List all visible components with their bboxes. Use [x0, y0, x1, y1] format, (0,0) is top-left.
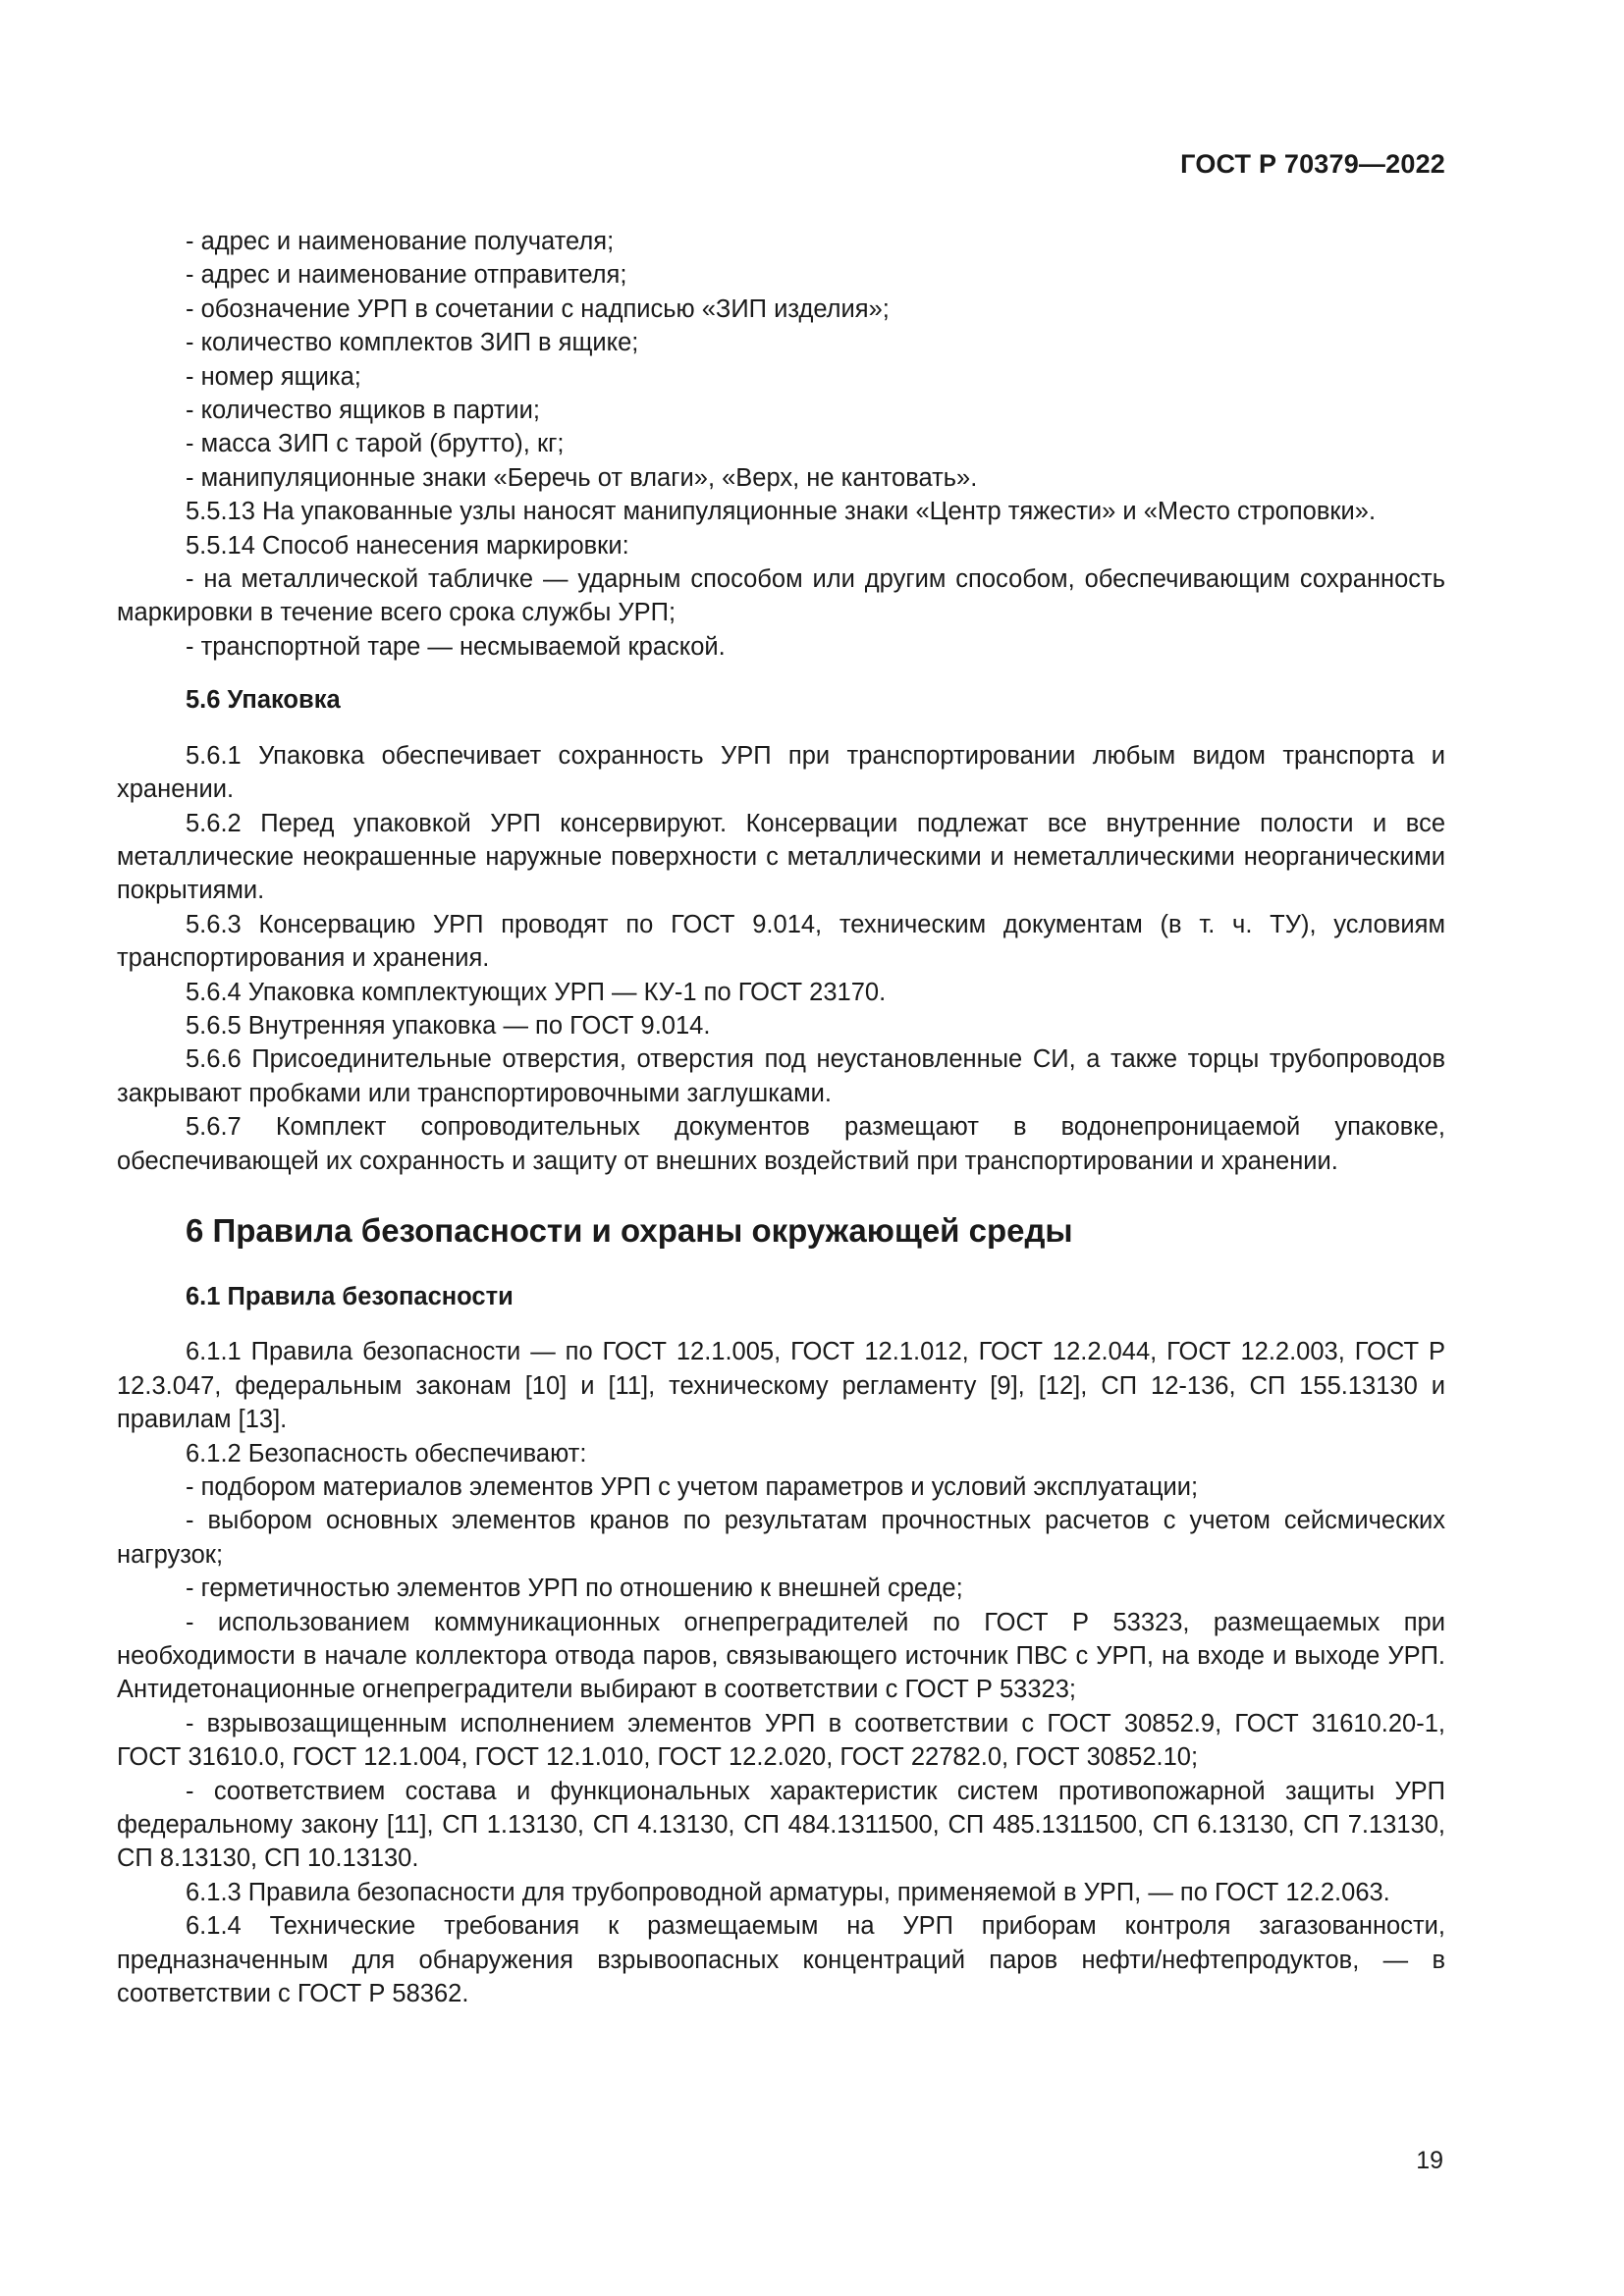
list-item: - подбором материалов элементов УРП с учетом параметров и условий эксплуатации; — [186, 1473, 1199, 1501]
list-item: - номер ящика; — [186, 362, 361, 391]
paragraph-6-1-4: 6.1.4 Технические требования к размещаемым на УРП приборам контроля загазованности, предназначенным для обнаружения взрывоопасных концентраций паров нефти/нефтепродуктов, — в соответствии с ГОСТ Р 58362. — [117, 1912, 1445, 2008]
list-item: - выбором основных элементов кранов по результатам прочностных расчетов с учетом сейсмических нагрузок; — [117, 1507, 1445, 1569]
list-item: - адрес и наименование получателя; — [186, 228, 615, 255]
paragraph-5-6-3: 5.6.3 Консервацию УРП проводят по ГОСТ 9.014, техническим документам (в т. ч. ТУ), условиям транспортирования и хранения. — [117, 910, 1445, 973]
paragraph-5-6-2: 5.6.2 Перед упаковкой УРП консервируют. Консервации подлежат все внутренние полости и все металлические неокрашенные наружные поверхности с металлическими и неметаллическими неорганическими покрытиями. — [117, 809, 1445, 905]
paragraph-5-5-14: 5.5.14 Способ нанесения маркировки: — [186, 531, 629, 560]
document-code: ГОСТ Р 70379—2022 — [1180, 149, 1445, 179]
paragraph-6-1-2: 6.1.2 Безопасность обеспечивают: — [186, 1439, 587, 1468]
page-body — [117, 225, 1445, 2011]
paragraph-5-5-13: 5.5.13 На упакованные узлы наносят манипуляционные знаки «Центр тяжести» и «Место строповки». — [186, 498, 1377, 526]
paragraph-5-6-1: 5.6.1 Упаковка обеспечивает сохранность УРП при транспортировании любым видом транспорта и хранении. — [117, 741, 1445, 804]
list-item: - герметичностью элементов УРП по отношению к внешней среде; — [186, 1575, 963, 1603]
list-item: - количество ящиков в партии; — [186, 397, 540, 425]
list-item: - манипуляционные знаки «Беречь от влаги», «Верх, не кантовать». — [186, 463, 978, 492]
list-item: - масса ЗИП с тарой (брутто), кг; — [186, 430, 565, 458]
list-item: - на металлической табличке — ударным способом или другим способом, обеспечивающим сохранность маркировки в течение всего срока службы УРП; — [117, 565, 1445, 627]
list-item: - транспортной таре — несмываемой краской. — [186, 632, 726, 661]
list-item: - взрывозащищенным исполнением элементов УРП в соответствии с ГОСТ 30852.9, ГОСТ 31610.20-1, ГОСТ 31610.0, ГОСТ 12.1.004, ГОСТ 12.1.010, ГОСТ 12.2.020, ГОСТ 22782.0, ГОСТ 30852.10; — [117, 1709, 1445, 1772]
list-item: - использованием коммуникационных огнепреградителей по ГОСТ Р 53323, размещаемых при необходимости в начале коллектора отвода паров, связывающего источник ПВС с УРП, на входе и выходе УРП. Антидетонационные огнепреградители выбирают в соответствии с ГОСТ Р 53323; — [117, 1608, 1445, 1704]
paragraph-5-6-5: 5.6.5 Внутренняя упаковка — по ГОСТ 9.014. — [186, 1011, 711, 1040]
paragraph-5-6-4: 5.6.4 Упаковка комплектующих УРП — КУ-1 по ГОСТ 23170. — [186, 978, 887, 1006]
page-number: 19 — [1416, 2147, 1443, 2174]
list-item: - количество комплектов ЗИП в ящике; — [186, 329, 639, 357]
list-item: - адрес и наименование отправителя; — [186, 261, 627, 290]
section-heading-5-6: 5.6 Упаковка — [186, 686, 341, 715]
paragraph-6-1-1: 6.1.1 Правила безопасности — по ГОСТ 12.1.005, ГОСТ 12.1.012, ГОСТ 12.2.044, ГОСТ 12.2.003, ГОСТ Р 12.3.047, федеральным законам [10] и [11], техническому регламенту [9], [12], СП 12-136, СП 155.13130 и правилам [13]. — [117, 1338, 1445, 1434]
list-item: - соответствием состава и функциональных характеристик систем противопожарной защиты УРП федеральному закону [11], СП 1.13130, СП 4.13130, СП 484.1311500, СП 485.1311500, СП 6.13130, СП 7.13130, СП 8.13130, СП 10.13130. — [117, 1777, 1445, 1873]
paragraph-5-6-6: 5.6.6 Присоединительные отверстия, отверстия под неустановленные СИ, а также торцы трубопроводов закрывают пробками или транспортировочными заглушками. — [117, 1045, 1445, 1107]
paragraph-6-1-3: 6.1.3 Правила безопасности для трубопроводной арматуры, применяемой в УРП, — по ГОСТ 12.2.063. — [186, 1878, 1390, 1906]
paragraph-5-6-7: 5.6.7 Комплект сопроводительных документов размещают в водонепроницаемой упаковке, обеспечивающей их сохранность и защиту от внешних воздействий при транспортировании и хранении. — [117, 1113, 1445, 1175]
chapter-heading-6: 6 Правила безопасности и охраны окружающей среды — [186, 1211, 1073, 1249]
list-item: - обозначение УРП в сочетании с надписью «ЗИП изделия»; — [186, 294, 890, 323]
section-heading-6-1: 6.1 Правила безопасности — [186, 1282, 514, 1310]
